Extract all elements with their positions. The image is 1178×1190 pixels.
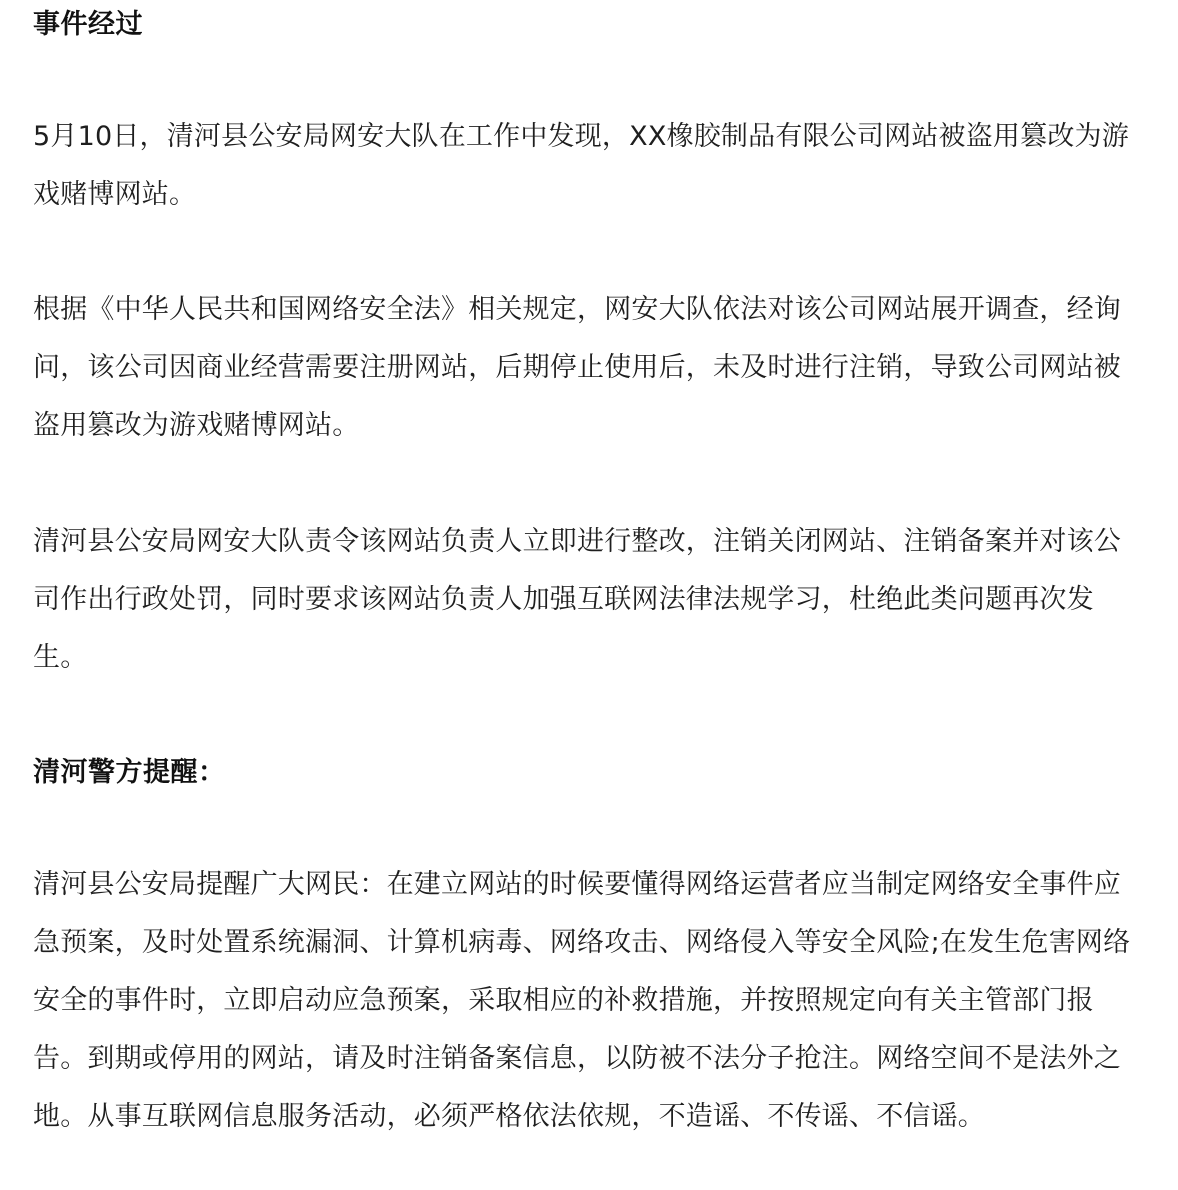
- text-line: 戏赌博网站。: [33, 179, 197, 210]
- paragraph-investigation: [33, 281, 1121, 455]
- text-line: 根据《中华人民共和国网络安全法》相关规定，网安大队依法对该公司网站展开调查，经询: [33, 294, 1121, 325]
- section-heading-event: 事件经过: [33, 9, 143, 40]
- text-line: 生。: [33, 642, 88, 673]
- paragraph-rectification: [33, 513, 1121, 687]
- paragraph-event-discovery: [33, 108, 1129, 224]
- paragraph-reminder: [33, 856, 1131, 1146]
- text-line: 司作出行政处罚，同时要求该网站负责人加强互联网法律法规学习，杜绝此类问题再次发: [33, 584, 1094, 615]
- text-line: 告。到期或停用的网站，请及时注销备案信息，以防被不法分子抢注。网络空间不是法外之: [33, 1043, 1121, 1074]
- text-line: 清河县公安局网安大队责令该网站负责人立即进行整改，注销关闭网站、注销备案并对该公: [33, 526, 1121, 557]
- text-line: 盗用篡改为游戏赌博网站。: [33, 410, 360, 441]
- text-line: 急预案，及时处置系统漏洞、计算机病毒、网络攻击、网络侵入等安全风险;在发生危害网络: [33, 927, 1131, 958]
- text-line: 安全的事件时，立即启动应急预案，采取相应的补救措施，并按照规定向有关主管部门报: [33, 985, 1094, 1016]
- section-heading-police-reminder: 清河警方提醒：: [33, 757, 226, 788]
- text-line: 问，该公司因商业经营需要注册网站，后期停止使用后，未及时进行注销，导致公司网站被: [33, 352, 1121, 383]
- text-line: 地。从事互联网信息服务活动，必须严格依法依规，不造谣、不传谣、不信谣。: [33, 1101, 985, 1132]
- text-line: 5月10日，清河县公安局网安大队在工作中发现，XX橡胶制品有限公司网站被盗用篡改为游: [33, 121, 1129, 152]
- text-line: 清河县公安局提醒广大网民：在建立网站的时候要懂得网络运营者应当制定网络安全事件应: [33, 869, 1121, 900]
